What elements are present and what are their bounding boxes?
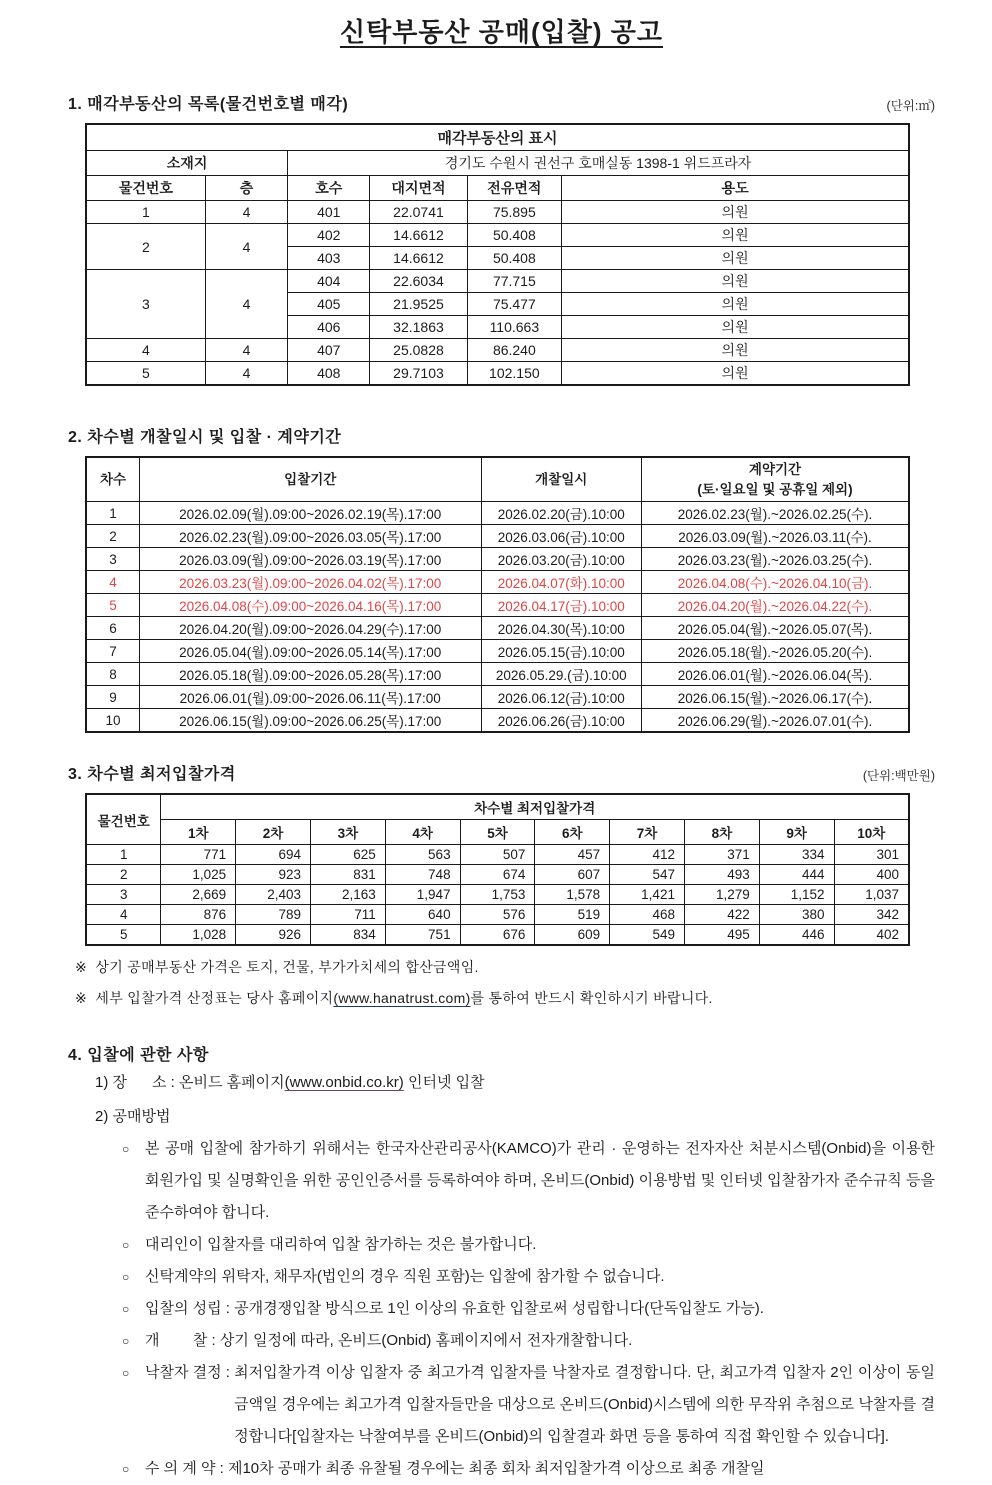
cell-unit-no: 405 xyxy=(288,293,370,316)
cell-contract-period: 2026.05.04(월).~2026.05.07(목). xyxy=(642,617,910,640)
cell-round: 3 xyxy=(86,548,139,571)
cell-item-no: 4 xyxy=(86,905,161,925)
note-homepage-prefix: ※ 세부 입찰가격 산정표는 당사 홈페이지 xyxy=(75,989,334,1006)
schedule-row xyxy=(86,548,909,571)
schedule-row xyxy=(86,525,909,548)
cell-private-area: 50.408 xyxy=(467,224,562,247)
cell-min-price: 400 xyxy=(834,865,909,885)
col-header-land-area: 대지면적 xyxy=(370,176,467,201)
bid-place-suffix: 인터넷 입찰 xyxy=(403,1073,485,1091)
round-header: 9차 xyxy=(759,820,834,845)
cell-unit-no: 407 xyxy=(288,339,370,362)
cell-floor: 4 xyxy=(205,201,287,224)
cell-floor: 4 xyxy=(205,362,287,386)
method-item-text: 최저입찰가격 이상 입찰자 중 최고가격 입찰자를 낙찰자로 결정합니다. 단, 최고가격 입찰자 2인 이상이 동일금액일 경우에는 최고가격 입찰자들만을 대상으로 온비드(Onbid)시스템에 의한 무작위 추첨으로 낙찰자를 결정합니다[입찰자는 낙찰여부를 온비드(Onbid)의 입찰결과 화면 등을 통하여 직접 확인할 수 있습니다]. xyxy=(234,1363,935,1445)
cell-min-price: 1,578 xyxy=(535,885,610,905)
cell-round: 6 xyxy=(86,617,139,640)
section-4-header xyxy=(68,1042,935,1065)
cell-contract-period: 2026.06.15(월).~2026.06.17(수). xyxy=(642,686,910,709)
cell-item-no: 3 xyxy=(86,885,161,905)
unit-label-million-won: (단위:백만원) xyxy=(862,769,935,784)
cell-round: 1 xyxy=(86,502,139,525)
section-3-header xyxy=(68,761,935,784)
cell-min-price: 676 xyxy=(460,925,535,945)
cell-item-no: 2 xyxy=(86,865,161,885)
cell-min-price: 711 xyxy=(310,905,385,925)
cell-min-price: 771 xyxy=(161,845,236,865)
cell-bid-period: 2026.04.08(수).09:00~2026.04.16(목).17:00 xyxy=(139,594,481,617)
method-item-text: 제10차 공매가 최종 유찰될 경우에는 최종 회차 최저입찰가격 이상으로 최종 개찰일 xyxy=(227,1459,765,1477)
schedule-row xyxy=(86,571,909,594)
method-item-label: 수 의 계 약 : xyxy=(145,1459,228,1477)
cell-floor: 4 xyxy=(205,339,287,362)
cell-bid-period: 2026.05.18(월).09:00~2026.05.28(목).17:00 xyxy=(139,663,481,686)
price-corner-header: 물건번호 xyxy=(86,794,161,845)
property-row xyxy=(86,362,909,386)
auction-method-item xyxy=(120,1229,935,1261)
cell-min-price: 923 xyxy=(236,865,311,885)
cell-use: 의원 xyxy=(562,316,909,339)
circle-bullet-icon: ○ xyxy=(122,1365,130,1380)
cell-floor: 4 xyxy=(205,224,287,270)
cell-min-price: 694 xyxy=(236,845,311,865)
section-3-heading: 3. 차수별 최저입찰가격 xyxy=(68,766,236,784)
price-row xyxy=(86,905,909,925)
cell-item-no: 1 xyxy=(86,201,205,224)
cell-unit-no: 404 xyxy=(288,270,370,293)
round-header: 5차 xyxy=(460,820,535,845)
cell-use: 의원 xyxy=(562,293,909,316)
col-header-private-area: 전유면적 xyxy=(467,176,562,201)
cell-bid-period: 2026.02.23(월).09:00~2026.03.05(목).17:00 xyxy=(139,525,481,548)
cell-item-no: 5 xyxy=(86,925,161,945)
col-header-item-no: 물건번호 xyxy=(86,176,205,201)
cell-bid-period: 2026.06.01(월).09:00~2026.06.11(목).17:00 xyxy=(139,686,481,709)
cell-contract-period: 2026.02.23(월).~2026.02.25(수). xyxy=(642,502,910,525)
cell-land-area: 29.7103 xyxy=(370,362,467,386)
schedule-row xyxy=(86,502,909,525)
cell-use: 의원 xyxy=(562,362,909,386)
cell-bid-period: 2026.02.09(월).09:00~2026.02.19(목).17:00 xyxy=(139,502,481,525)
cell-round: 4 xyxy=(86,571,139,594)
cell-min-price: 457 xyxy=(535,845,610,865)
cell-round: 8 xyxy=(86,663,139,686)
cell-land-area: 14.6612 xyxy=(370,224,467,247)
cell-min-price: 926 xyxy=(236,925,311,945)
cell-open-datetime: 2026.03.20(금).10:00 xyxy=(481,548,641,571)
cell-min-price: 446 xyxy=(759,925,834,945)
cell-open-datetime: 2026.04.30(목).10:00 xyxy=(481,617,641,640)
cell-min-price: 563 xyxy=(385,845,460,865)
cell-contract-period: 2026.04.20(월).~2026.04.22(수). xyxy=(642,594,910,617)
cell-min-price: 674 xyxy=(460,865,535,885)
section-1-heading: 1. 매각부동산의 목록(물건번호별 매각) xyxy=(68,96,349,113)
cell-land-area: 14.6612 xyxy=(370,247,467,270)
schedule-row xyxy=(86,663,909,686)
cell-min-price: 834 xyxy=(310,925,385,945)
cell-bid-period: 2026.03.09(월).09:00~2026.03.19(목).17:00 xyxy=(139,548,481,571)
price-row xyxy=(86,925,909,945)
cell-private-area: 75.895 xyxy=(467,201,562,224)
schedule-row xyxy=(86,594,909,617)
bid-place-prefix: 1) 장 소 : 온비드 홈페이지 xyxy=(95,1073,285,1091)
cell-min-price: 547 xyxy=(610,865,685,885)
cell-open-datetime: 2026.03.06(금).10:00 xyxy=(481,525,641,548)
schedule-row xyxy=(86,640,909,663)
cell-item-no: 3 xyxy=(86,270,205,339)
cell-min-price: 1,025 xyxy=(161,865,236,885)
cell-min-price: 1,753 xyxy=(460,885,535,905)
cell-min-price: 519 xyxy=(535,905,610,925)
cell-min-price: 412 xyxy=(610,845,685,865)
cell-unit-no: 406 xyxy=(288,316,370,339)
auction-method-item xyxy=(120,1325,935,1357)
price-row xyxy=(86,885,909,905)
cell-private-area: 77.715 xyxy=(467,270,562,293)
cell-min-price: 640 xyxy=(385,905,460,925)
cell-item-no: 4 xyxy=(86,339,205,362)
section-2-header xyxy=(68,424,935,447)
cell-min-price: 495 xyxy=(684,925,759,945)
cell-land-area: 32.1863 xyxy=(370,316,467,339)
cell-min-price: 876 xyxy=(161,905,236,925)
auction-method-item xyxy=(120,1293,935,1325)
cell-round: 9 xyxy=(86,686,139,709)
cell-use: 의원 xyxy=(562,201,909,224)
cell-min-price: 1,152 xyxy=(759,885,834,905)
price-group-header: 차수별 최저입찰가격 xyxy=(161,794,909,820)
cell-use: 의원 xyxy=(562,270,909,293)
cell-bid-period: 2026.06.15(월).09:00~2026.06.25(목).17:00 xyxy=(139,709,481,733)
cell-min-price: 507 xyxy=(460,845,535,865)
circle-bullet-icon: ○ xyxy=(122,1301,130,1316)
method-item-text: 입찰의 성립 : 공개경쟁입찰 방식으로 1인 이상의 유효한 입찰로써 성립합니다(단독입찰도 가능). xyxy=(145,1299,764,1317)
cell-unit-no: 408 xyxy=(288,362,370,386)
schedule-col-contract-period xyxy=(642,457,910,502)
col-header-floor: 층 xyxy=(205,176,287,201)
page-title: 신탁부동산 공매(입찰) 공고 xyxy=(339,17,664,47)
property-row xyxy=(86,270,909,293)
location-value: 경기도 수원시 권선구 호매실동 1398-1 위드프라자 xyxy=(288,151,909,176)
cell-min-price: 380 xyxy=(759,905,834,925)
property-row xyxy=(86,201,909,224)
cell-land-area: 25.0828 xyxy=(370,339,467,362)
schedule-row xyxy=(86,686,909,709)
cell-min-price: 1,421 xyxy=(610,885,685,905)
circle-bullet-icon: ○ xyxy=(122,1237,130,1252)
schedule-col-open-datetime: 개찰일시 xyxy=(481,457,641,502)
contract-header-line2: (토·일요일 및 공휴일 제외) xyxy=(697,481,853,497)
cell-item-no: 2 xyxy=(86,224,205,270)
cell-open-datetime: 2026.02.20(금).10:00 xyxy=(481,502,641,525)
cell-floor: 4 xyxy=(205,270,287,339)
cell-contract-period: 2026.05.18(월).~2026.05.20(수). xyxy=(642,640,910,663)
cell-min-price: 751 xyxy=(385,925,460,945)
location-label: 소재지 xyxy=(86,151,288,176)
cell-min-price: 2,163 xyxy=(310,885,385,905)
auction-method-item xyxy=(120,1357,935,1453)
hanatrust-link[interactable]: (www.hanatrust.com) xyxy=(333,989,471,1006)
cell-min-price: 422 xyxy=(684,905,759,925)
cell-min-price: 549 xyxy=(610,925,685,945)
cell-open-datetime: 2026.04.07(화).10:00 xyxy=(481,571,641,594)
cell-min-price: 609 xyxy=(535,925,610,945)
cell-land-area: 22.0741 xyxy=(370,201,467,224)
cell-item-no: 1 xyxy=(86,845,161,865)
cell-min-price: 1,028 xyxy=(161,925,236,945)
section-1-header xyxy=(68,91,935,114)
round-header: 2차 xyxy=(236,820,311,845)
schedule-col-bid-period: 입찰기간 xyxy=(139,457,481,502)
cell-round: 2 xyxy=(86,525,139,548)
cell-min-price: 625 xyxy=(310,845,385,865)
cell-min-price: 402 xyxy=(834,925,909,945)
circle-bullet-icon: ○ xyxy=(122,1141,130,1156)
cell-private-area: 50.408 xyxy=(467,247,562,270)
price-row xyxy=(86,845,909,865)
circle-bullet-icon: ○ xyxy=(122,1269,130,1284)
unit-label-sqm: (단위:㎡) xyxy=(886,99,935,113)
cell-bid-period: 2026.03.23(월).09:00~2026.04.02(목).17:00 xyxy=(139,571,481,594)
note-homepage-suffix: 를 통하여 반드시 확인하시기 바랍니다. xyxy=(470,989,713,1006)
round-header: 4차 xyxy=(385,820,460,845)
cell-open-datetime: 2026.05.29.(금).10:00 xyxy=(481,663,641,686)
cell-use: 의원 xyxy=(562,224,909,247)
property-row xyxy=(86,339,909,362)
cell-min-price: 493 xyxy=(684,865,759,885)
method-item-text: 본 공매 입찰에 참가하기 위해서는 한국자산관리공사(KAMCO)가 관리 · 운영하는 전자자산 처분시스템(Onbid)을 이용한 회원가입 및 실명확인을 위한 공인인증서를 등록하여야 하며, 온비드(Onbid) 이용방법 및 인터넷 입찰참가자 준수규칙 등을 준수하여야 합니다. xyxy=(145,1139,940,1221)
cell-min-price: 2,403 xyxy=(236,885,311,905)
auction-method-item xyxy=(120,1133,940,1229)
section-2-heading: 2. 차수별 개찰일시 및 입찰 · 계약기간 xyxy=(68,429,342,446)
cell-land-area: 21.9525 xyxy=(370,293,467,316)
property-row xyxy=(86,224,909,247)
cell-use: 의원 xyxy=(562,247,909,270)
col-header-use: 용도 xyxy=(562,176,909,201)
property-table-title: 매각부동산의 표시 xyxy=(86,124,909,151)
price-row xyxy=(86,865,909,885)
bid-place-item xyxy=(95,1067,935,1099)
cell-private-area: 75.477 xyxy=(467,293,562,316)
cell-contract-period: 2026.03.23(월).~2026.03.25(수). xyxy=(642,548,910,571)
cell-min-price: 607 xyxy=(535,865,610,885)
cell-round: 5 xyxy=(86,594,139,617)
schedule-row xyxy=(86,617,909,640)
cell-round: 10 xyxy=(86,709,139,733)
cell-unit-no: 403 xyxy=(288,247,370,270)
cell-private-area: 102.150 xyxy=(467,362,562,386)
cell-min-price: 789 xyxy=(236,905,311,925)
round-header: 10차 xyxy=(834,820,909,845)
cell-contract-period: 2026.03.09(월).~2026.03.11(수). xyxy=(642,525,910,548)
schedule-row xyxy=(86,709,909,733)
contract-header-line1: 계약기간 xyxy=(748,462,802,477)
cell-open-datetime: 2026.06.12(금).10:00 xyxy=(481,686,641,709)
round-header: 3차 xyxy=(310,820,385,845)
cell-min-price: 1,279 xyxy=(684,885,759,905)
cell-min-price: 576 xyxy=(460,905,535,925)
method-item-text: 대리인이 입찰자를 대리하여 입찰 참가하는 것은 불가합니다. xyxy=(145,1235,537,1253)
cell-min-price: 831 xyxy=(310,865,385,885)
auction-method-title: 2) 공매방법 xyxy=(95,1107,171,1125)
property-table xyxy=(85,123,910,386)
cell-contract-period: 2026.04.08(수).~2026.04.10(금). xyxy=(642,571,910,594)
cell-min-price: 371 xyxy=(684,845,759,865)
cell-contract-period: 2026.06.01(월).~2026.06.04(목). xyxy=(642,663,910,686)
cell-min-price: 1,037 xyxy=(834,885,909,905)
cell-open-datetime: 2026.06.26(금).10:00 xyxy=(481,709,641,733)
cell-min-price: 444 xyxy=(759,865,834,885)
cell-private-area: 86.240 xyxy=(467,339,562,362)
cell-min-price: 1,947 xyxy=(385,885,460,905)
cell-land-area: 22.6034 xyxy=(370,270,467,293)
price-table xyxy=(85,793,910,946)
onbid-link[interactable]: (www.onbid.co.kr) xyxy=(284,1073,404,1091)
cell-min-price: 2,669 xyxy=(161,885,236,905)
cell-min-price: 301 xyxy=(834,845,909,865)
cell-unit-no: 402 xyxy=(288,224,370,247)
cell-bid-period: 2026.04.20(월).09:00~2026.04.29(수).17:00 xyxy=(139,617,481,640)
cell-item-no: 5 xyxy=(86,362,205,386)
cell-use: 의원 xyxy=(562,339,909,362)
cell-min-price: 468 xyxy=(610,905,685,925)
note-price-composition: ※ 상기 공매부동산 가격은 토지, 건물, 부가가치세의 합산금액임. xyxy=(75,958,479,975)
auction-method-item xyxy=(120,1453,935,1485)
auction-method-item xyxy=(120,1261,935,1293)
cell-open-datetime: 2026.05.15(금).10:00 xyxy=(481,640,641,663)
method-item-label: 낙찰자 결정 : xyxy=(145,1363,235,1381)
round-header: 7차 xyxy=(610,820,685,845)
col-header-unit-no: 호수 xyxy=(288,176,370,201)
method-item-text: 개 찰 : 상기 일정에 따라, 온비드(Onbid) 홈페이지에서 전자개찰합니다. xyxy=(145,1331,633,1349)
cell-contract-period: 2026.06.29(월).~2026.07.01(수). xyxy=(642,709,910,733)
circle-bullet-icon: ○ xyxy=(122,1333,130,1348)
cell-min-price: 342 xyxy=(834,905,909,925)
method-item-text: 신탁계약의 위탁자, 채무자(법인의 경우 직원 포함)는 입찰에 참가할 수 없습니다. xyxy=(145,1267,665,1285)
cell-min-price: 748 xyxy=(385,865,460,885)
auction-method-list xyxy=(120,1133,940,1485)
round-header: 6차 xyxy=(535,820,610,845)
cell-min-price: 334 xyxy=(759,845,834,865)
cell-open-datetime: 2026.04.17(금).10:00 xyxy=(481,594,641,617)
round-header: 1차 xyxy=(161,820,236,845)
schedule-table xyxy=(85,456,910,733)
round-header: 8차 xyxy=(684,820,759,845)
circle-bullet-icon: ○ xyxy=(122,1461,130,1476)
cell-bid-period: 2026.05.04(월).09:00~2026.05.14(목).17:00 xyxy=(139,640,481,663)
schedule-col-round: 차수 xyxy=(86,457,139,502)
cell-unit-no: 401 xyxy=(288,201,370,224)
section-4-heading: 4. 입찰에 관한 사항 xyxy=(68,1046,209,1064)
note-homepage xyxy=(75,988,935,1008)
cell-round: 7 xyxy=(86,640,139,663)
cell-private-area: 110.663 xyxy=(467,316,562,339)
